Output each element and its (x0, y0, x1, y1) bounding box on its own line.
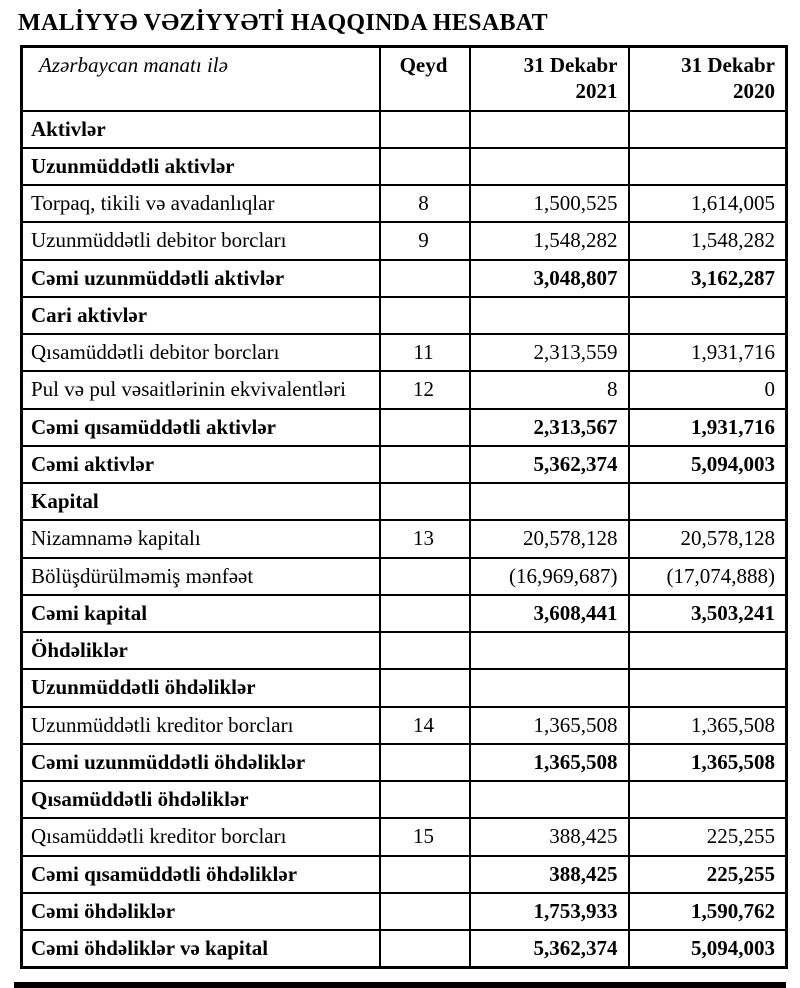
row-value-2020: 3,503,241 (629, 595, 787, 632)
row-label: Cəmi öhdəliklər (22, 893, 380, 930)
financial-position-table (20, 45, 788, 969)
row-value-2021: 1,500,525 (470, 185, 629, 222)
row-note (380, 930, 470, 968)
row-note (380, 558, 470, 595)
row-note (380, 483, 470, 520)
header-column-2021 (470, 47, 629, 111)
table-row (22, 558, 787, 595)
table-row (22, 930, 787, 968)
row-label: Qısamüddətli kreditor borcları (22, 818, 380, 855)
row-note: 8 (380, 185, 470, 222)
row-label: Bölüşdürülməmiş mənfəət (22, 558, 380, 595)
section-header-row (22, 632, 787, 669)
row-label: Uzunmüddətli öhdəliklər (22, 669, 380, 706)
section-header-row (22, 781, 787, 818)
section-header-row (22, 148, 787, 185)
row-value-2021 (470, 297, 629, 334)
row-note (380, 632, 470, 669)
row-value-2021 (470, 148, 629, 185)
table-row (22, 893, 787, 930)
header-currency-note: Azərbaycan manatı ilə (22, 47, 380, 111)
row-label: Uzunmüddətli aktivlər (22, 148, 380, 185)
row-note: 11 (380, 334, 470, 371)
row-label: Cəmi qısamüddətli aktivlər (22, 409, 380, 446)
table-row (22, 409, 787, 446)
row-label: Cəmi uzunmüddətli aktivlər (22, 260, 380, 297)
row-note (380, 744, 470, 781)
table-header-row (22, 47, 787, 111)
row-value-2021: 1,365,508 (470, 707, 629, 744)
row-note (380, 297, 470, 334)
row-value-2020: 1,365,508 (629, 744, 787, 781)
row-value-2020: 225,255 (629, 856, 787, 893)
row-note (380, 111, 470, 148)
row-note (380, 856, 470, 893)
row-value-2020 (629, 781, 787, 818)
row-value-2020: 1,931,716 (629, 334, 787, 371)
row-note: 13 (380, 520, 470, 557)
row-value-2020 (629, 632, 787, 669)
row-note (380, 669, 470, 706)
header-2021-line2: 2021 (575, 79, 618, 104)
row-value-2020: 1,614,005 (629, 185, 787, 222)
row-label: Öhdəliklər (22, 632, 380, 669)
row-value-2020 (629, 483, 787, 520)
row-value-2020: 1,365,508 (629, 707, 787, 744)
row-value-2020: 0 (629, 371, 787, 408)
table-body (22, 111, 787, 968)
row-label: Torpaq, tikili və avadanlıqlar (22, 185, 380, 222)
table-row (22, 707, 787, 744)
header-column-2020 (629, 47, 787, 111)
row-label: Aktivlər (22, 111, 380, 148)
section-header-row (22, 669, 787, 706)
table-row (22, 520, 787, 557)
page-title: MALİYYƏ VƏZİYYƏTİ HAQQINDA HESABAT (18, 10, 548, 36)
table-row (22, 185, 787, 222)
row-note: 14 (380, 707, 470, 744)
row-value-2020: 5,094,003 (629, 446, 787, 483)
row-label: Cəmi uzunmüddətli öhdəliklər (22, 744, 380, 781)
table-row (22, 371, 787, 408)
row-value-2021: 2,313,567 (470, 409, 629, 446)
table-row (22, 818, 787, 855)
section-header-row (22, 483, 787, 520)
row-value-2021: 5,362,374 (470, 930, 629, 968)
row-note (380, 781, 470, 818)
row-label: Kapital (22, 483, 380, 520)
row-value-2021: 3,608,441 (470, 595, 629, 632)
row-value-2020: 1,931,716 (629, 409, 787, 446)
row-label: Cəmi qısamüddətli öhdəliklər (22, 856, 380, 893)
row-label: Cəmi kapital (22, 595, 380, 632)
row-label: Uzunmüddətli kreditor borcları (22, 707, 380, 744)
section-header-row (22, 297, 787, 334)
row-value-2020 (629, 148, 787, 185)
row-label: Cəmi aktivlər (22, 446, 380, 483)
row-label: Cəmi öhdəliklər və kapital (22, 930, 380, 968)
row-value-2020: 20,578,128 (629, 520, 787, 557)
row-value-2021: 1,753,933 (470, 893, 629, 930)
row-label: Uzunmüddətli debitor borcları (22, 222, 380, 259)
table-row (22, 446, 787, 483)
row-value-2021: 5,362,374 (470, 446, 629, 483)
row-value-2021: 20,578,128 (470, 520, 629, 557)
table-row (22, 260, 787, 297)
section-header-row (22, 111, 787, 148)
row-note (380, 148, 470, 185)
header-2020-line2: 2020 (733, 79, 775, 104)
row-value-2021 (470, 111, 629, 148)
row-value-2021: 1,548,282 (470, 222, 629, 259)
row-label: Cari aktivlər (22, 297, 380, 334)
row-value-2021: 1,365,508 (470, 744, 629, 781)
row-value-2021: 388,425 (470, 856, 629, 893)
row-label: Pul və pul vəsaitlərinin ekvivalentləri (22, 371, 380, 408)
row-value-2021 (470, 483, 629, 520)
row-note: 12 (380, 371, 470, 408)
row-note (380, 409, 470, 446)
table-row (22, 595, 787, 632)
row-value-2020: 225,255 (629, 818, 787, 855)
header-note-column: Qeyd (380, 47, 470, 111)
row-value-2021: 2,313,559 (470, 334, 629, 371)
table-row (22, 744, 787, 781)
row-value-2021: 8 (470, 371, 629, 408)
row-value-2021 (470, 781, 629, 818)
row-value-2020: (17,074,888) (629, 558, 787, 595)
table-row (22, 334, 787, 371)
row-value-2020: 3,162,287 (629, 260, 787, 297)
row-note: 15 (380, 818, 470, 855)
row-value-2021: 388,425 (470, 818, 629, 855)
row-value-2020: 5,094,003 (629, 930, 787, 968)
row-value-2020 (629, 669, 787, 706)
table-row (22, 222, 787, 259)
header-2021-line1: 31 Dekabr (523, 53, 618, 77)
header-2020-line1: 31 Dekabr (681, 53, 775, 77)
row-value-2021: 3,048,807 (470, 260, 629, 297)
bottom-divider (14, 982, 786, 988)
row-value-2021 (470, 632, 629, 669)
row-note (380, 260, 470, 297)
row-value-2021: (16,969,687) (470, 558, 629, 595)
row-value-2020 (629, 297, 787, 334)
row-label: Qısamüddətli debitor borcları (22, 334, 380, 371)
row-label: Nizamnamə kapitalı (22, 520, 380, 557)
row-value-2020: 1,548,282 (629, 222, 787, 259)
row-note (380, 595, 470, 632)
row-note: 9 (380, 222, 470, 259)
row-label: Qısamüddətli öhdəliklər (22, 781, 380, 818)
table-row (22, 856, 787, 893)
row-value-2020: 1,590,762 (629, 893, 787, 930)
row-value-2020 (629, 111, 787, 148)
row-note (380, 893, 470, 930)
row-note (380, 446, 470, 483)
row-value-2021 (470, 669, 629, 706)
